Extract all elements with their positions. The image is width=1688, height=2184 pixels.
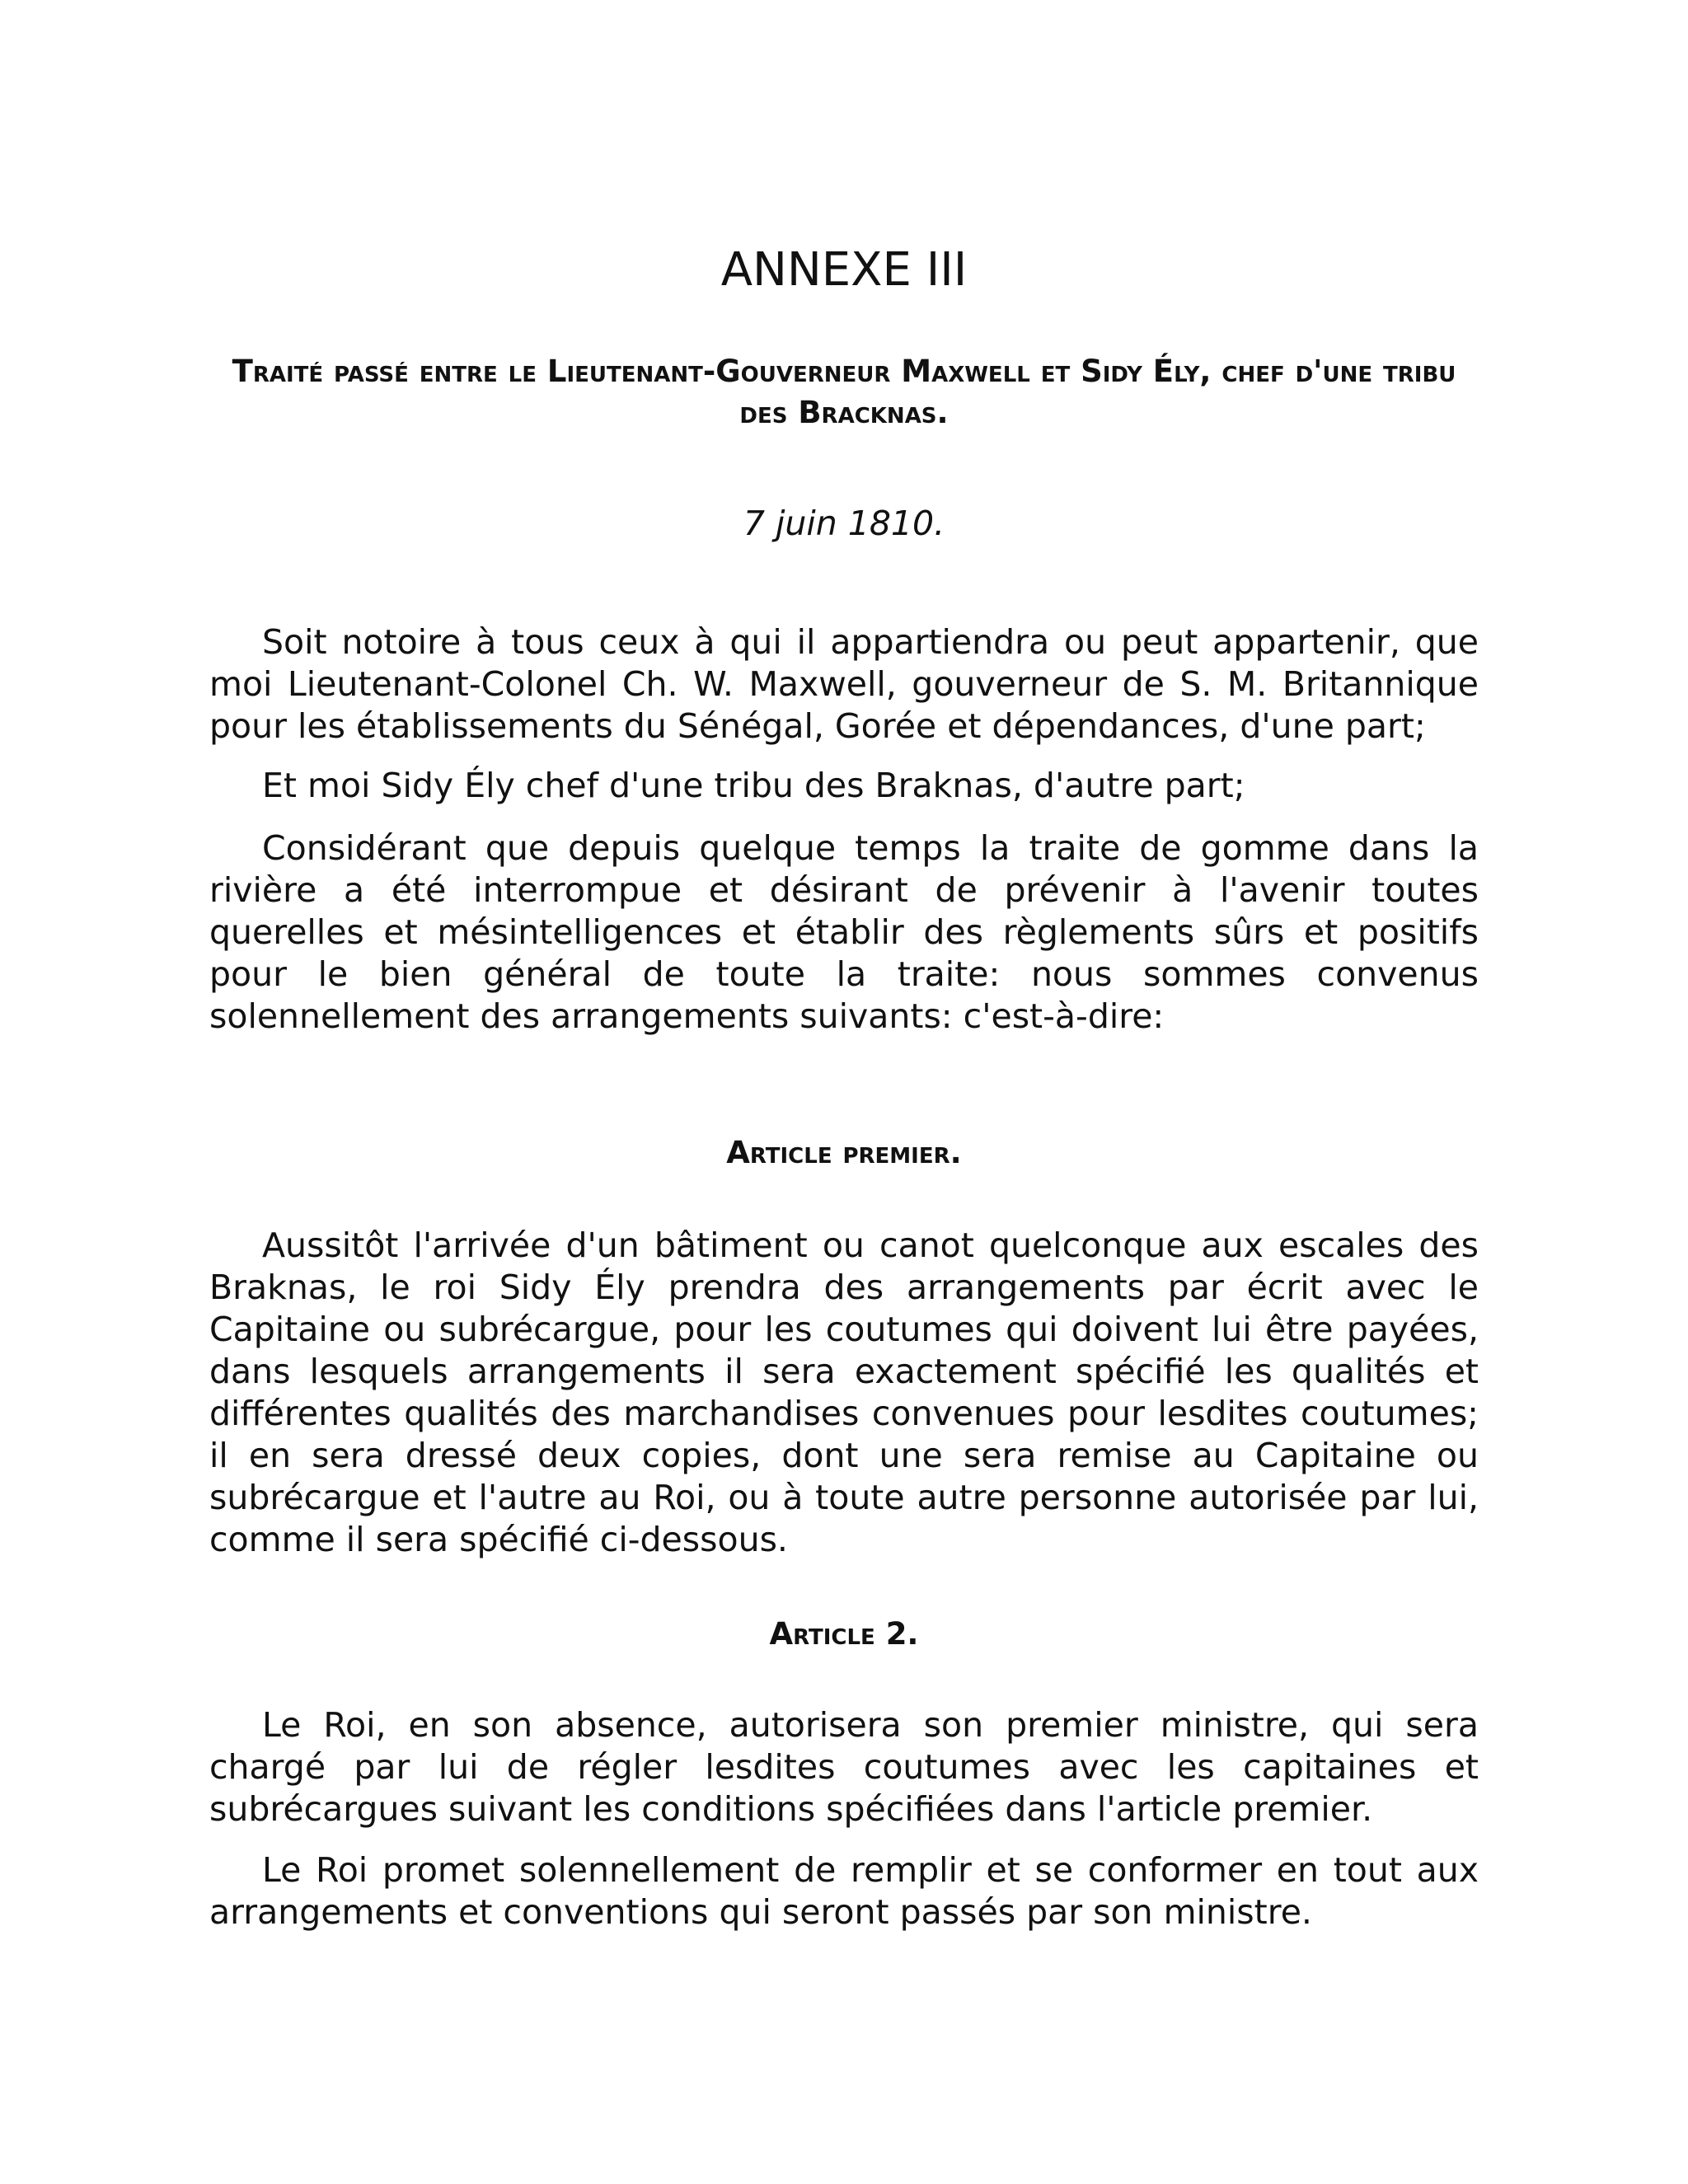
preamble-paragraph-1: Soit notoire à tous ceux à qui il appartiendra ou peut appartenir, que moi Lieutenant-Colonel Ch. W. Maxwell, gouverneur de S. M. Britannique pour les établissements du Sénégal, Gorée et dépendances, d'une part; [209, 622, 1479, 746]
article-1-paragraph-1: Aussitôt l'arrivée d'un bâtiment ou canot quelconque aux escales des Braknas, le roi Sidy Ély prendra des arrangements par écrit avec le Capitaine ou subrécargue, pour les coutumes qui doivent lui être payées, dans lesquels arrangements il sera exactement spécifié les qualités et différentes qualités des marchandises convenues pour lesdites coutumes; il en sera dressé deux copies, dont une sera remise au Capitaine ou subrécargue et l'autre au Roi, ou à toute autre personne autorisée par lui, comme il sera spécifié ci-dessous. [209, 1226, 1479, 1559]
preamble-paragraph-3: Considérant que depuis quelque temps la traite de gomme dans la rivière a été interrompue et désirant de prévenir à l'avenir toutes querelles et mésintelligences et établir des règlements sûrs et positifs pour le bien général de toute la traite: nous sommes convenus solennellement des arrangements suivants: c'est-à-dire: [209, 828, 1479, 1036]
article-2-heading: Article 2. [769, 1616, 919, 1652]
article-1-heading: Article premier. [726, 1135, 962, 1170]
document-subtitle: Traité passé entre le Lieutenant-Gouverneur Maxwell et Sidy Ély, chef d'une tribu des Bracknas. [232, 354, 1456, 430]
preamble-paragraph-2: Et moi Sidy Ély chef d'une tribu des Braknas, d'autre part; [262, 766, 1245, 805]
document-date: 7 juin 1810. [743, 504, 945, 543]
article-2-paragraph-1: Le Roi, en son absence, autorisera son premier ministre, qui sera chargé par lui de régler lesdites coutumes avec les capitaines et subrécargues suivant les conditions spécifiées dans l'article premier. [209, 1705, 1479, 1829]
document-page [209, 0, 1479, 2184]
article-2-paragraph-2: Le Roi promet solennellement de remplir et se conformer en tout aux arrangements et conventions qui seront passés par son ministre. [209, 1850, 1479, 1932]
document-title: ANNEXE III [720, 243, 968, 297]
